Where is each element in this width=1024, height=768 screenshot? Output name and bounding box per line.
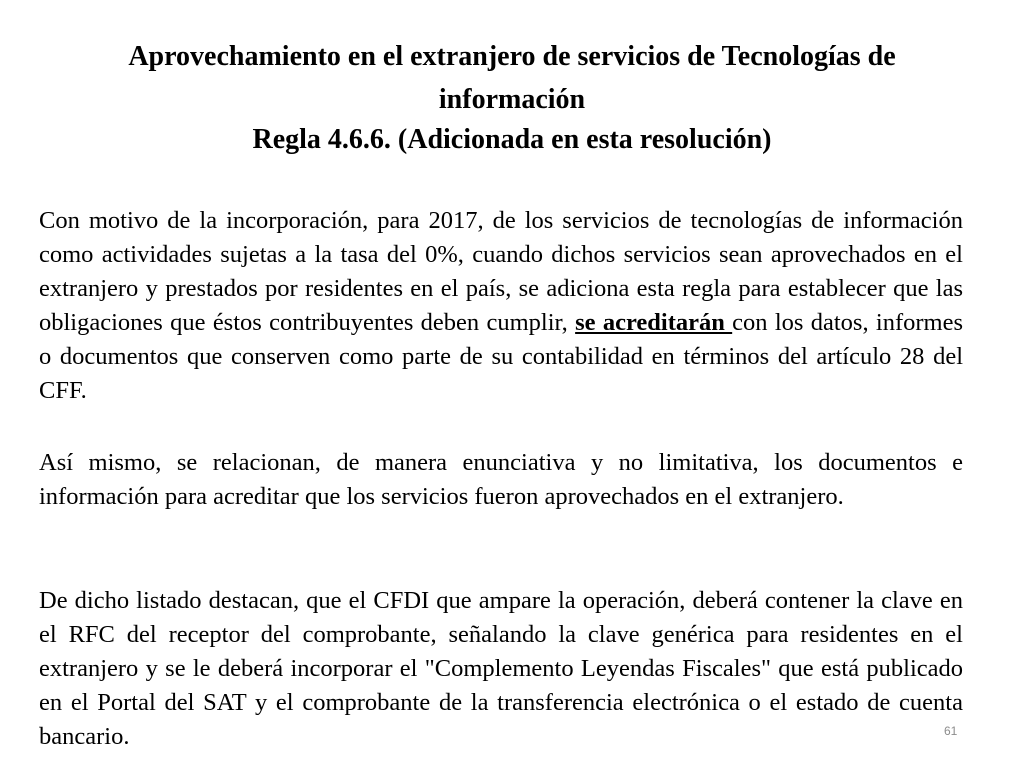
paragraph-intro-text-start: Con motivo de la incorporación, para 2017, de los servicios de tecnologías de información como actividades sujetas a la tasa del 0%, cuando dichos servicios sean aprovechados en el extranjero y prestados por residentes en el país, se adiciona esta regla para establecer que las obligaciones que éstos contribuyentes deben cumplir, — [39, 207, 963, 336]
paragraph-cfdi: De dicho listado destacan, que el CFDI que ampare la operación, deberá contener la clave en el RFC del receptor del comprobante, señalando la clave genérica para residentes en el extranjero y se le deberá incorporar el "Complemento Leyendas Fiscales" que está publicado en el Portal del SAT y el comprobante de la transferencia electrónica o el estado de cuenta bancario. — [39, 587, 963, 750]
paragraph-intro — [39, 204, 963, 408]
paragraph-documents: Así mismo, se relacionan, de manera enunciativa y no limitativa, los documentos e información para acreditar que los servicios fueron aprovechados en el extranjero. — [39, 449, 963, 510]
slide-title-line-2: información — [438, 84, 586, 115]
page-number: 61 — [944, 724, 958, 738]
paragraph-intro-text-end: con los datos, informes o documentos que conserven como parte de su contabilidad en términos del artículo 28 del CFF. — [39, 309, 963, 404]
slide-title-line-1: Aprovechamiento en el extranjero de servicios de Tecnologías de — [128, 41, 896, 72]
emphasis-se-acreditaran: se acreditarán — [575, 309, 733, 336]
slide-subtitle-rule: Regla 4.6.6. (Adicionada en esta resolución) — [252, 124, 772, 155]
